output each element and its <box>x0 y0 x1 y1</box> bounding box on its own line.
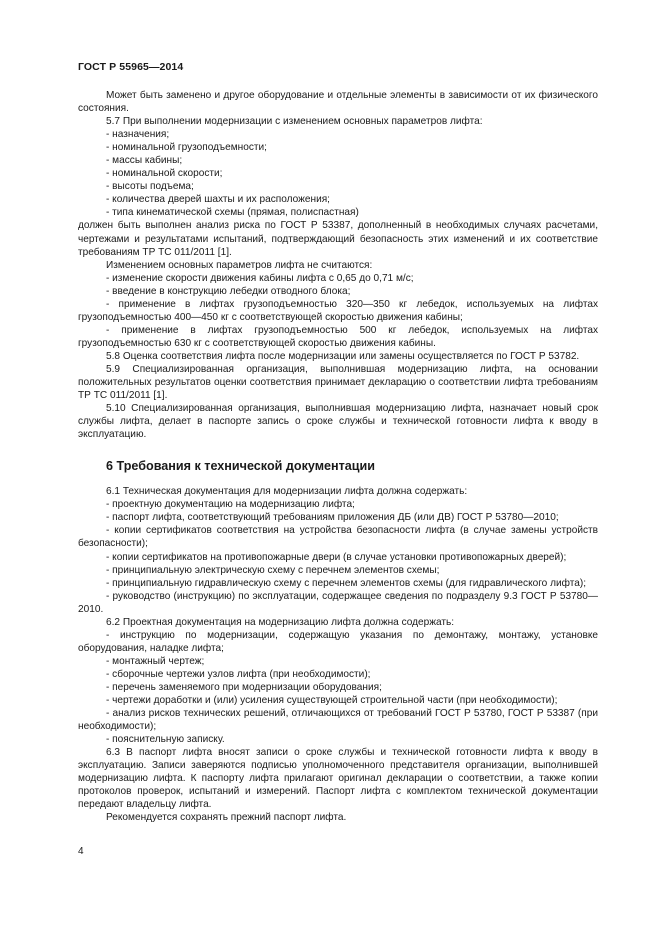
list-item: - применение в лифтах грузоподъемностью 320—350 кг лебедок, используемых на лифтах грузоподъемностью 400—450 кг с соответствующей скоростью движения кабины; <box>78 298 598 323</box>
list-item: - высоты подъема; <box>106 181 194 193</box>
clause-6-1: 6.1 Техническая документация для модернизации лифта должна содержать: <box>106 486 468 498</box>
list-item: - принципиальную гидравлическую схему с перечнем элементов схемы (для гидравлического лифта); <box>106 577 587 589</box>
clause-6-3: 6.3 В паспорт лифта вносят записи о сроке службы и технической готовности лифта к вводу в эксплуатацию. Записи заверяются подписью уполномоченного представителя организации, выполнившей модернизацию лифта. К паспорту лифта прилагают оригинал декларации о соответствии, а также копии протоколов проверок, испытаний и измерений. Паспорт лифта с комплектом технической документации передают владельцу лифта. <box>78 747 598 811</box>
list-item: - изменение скорости движения кабины лифта с 0,65 до 0,71 м/с; <box>106 272 414 284</box>
clause-6-2: 6.2 Проектная документация на модернизацию лифта должна содержать: <box>106 616 455 628</box>
list-item: - типа кинематической схемы (прямая, полиспастная) <box>106 207 359 219</box>
clause-5-8: 5.8 Оценка соответствия лифта после модернизации или замены осуществляется по ГОСТ Р 53782. <box>106 350 580 362</box>
list-item: - номинальной скорости; <box>106 168 223 180</box>
list-item: - монтажный чертеж; <box>106 655 205 667</box>
list-item: - сборочные чертежи узлов лифта (при необходимости); <box>106 668 371 680</box>
document-header-code: ГОСТ Р 55965—2014 <box>78 61 184 73</box>
clause-5-7: 5.7 При выполнении модернизации с изменением основных параметров лифта: <box>106 116 483 128</box>
list-item: - инструкцию по модернизации, содержащую указания по демонтажу, монтажу, установке оборудования, наладке лифта; <box>78 629 598 654</box>
list-item: - проектную документацию на модернизацию лифта; <box>106 499 355 511</box>
list-item: - назначения; <box>106 129 170 141</box>
clause-5-10: 5.10 Специализированная организация, выполнившая модернизацию лифта, назначает новый срок службы лифта, делает в паспорте запись о сроке службы и технической готовности лифта к вводу в эксплуатацию. <box>78 403 598 441</box>
clause-5-9: 5.9 Специализированная организация, выполнившая модернизацию лифта, на основании положительных результатов оценки соответствия принимает декларацию о соответствии лифта требованиям ТР ТС 011/2011 [1]. <box>78 363 598 402</box>
paragraph-keep-old-passport: Рекомендуется сохранять прежний паспорт лифта. <box>106 812 347 824</box>
section-6-title: 6 Требования к технической документации <box>106 459 376 474</box>
list-item: - номинальной грузоподъемности; <box>106 142 267 154</box>
paragraph-not-considered-changes: Изменением основных параметров лифта не считаются: <box>106 259 373 271</box>
list-item: - принципиальную электрическую схему с перечнем элементов схемы; <box>106 564 440 576</box>
paragraph-equipment-replacement: Может быть заменено и другое оборудование и отдельные элементы в зависимости от их физического состояния. <box>78 90 598 115</box>
paragraph-risk-analysis: должен быть выполнен анализ риска по ГОСТ Р 53387, дополненный в необходимых случаях расчетами, чертежами и результатами испытаний, подтверждающий безопасность этих изменений и их соответствие требованиям ТР ТС 011/2011 [1]. <box>78 220 598 258</box>
list-item: - применение в лифтах грузоподъемностью 500 кг лебедок, используемых на лифтах грузоподъемностью 630 кг с соответствующей скоростью движения кабины. <box>78 324 598 349</box>
list-item: - копии сертификатов на противопожарные двери (в случае установки противопожарных дверей); <box>106 551 567 563</box>
page-number: 4 <box>78 846 84 857</box>
list-item: - паспорт лифта, соответствующий требованиям приложения ДБ (или ДВ) ГОСТ Р 53780—2010; <box>106 512 559 524</box>
list-item: - копии сертификатов соответствия на устройства безопасности лифта (в случае замены устройств безопасности); <box>78 525 598 550</box>
list-item: - перечень заменяемого при модернизации оборудования; <box>106 681 382 693</box>
list-item: - пояснительную записку. <box>106 734 225 746</box>
list-item: - введение в конструкцию лебедки отводного блока; <box>106 285 351 297</box>
list-item: - чертежи доработки и (или) усиления существующей строительной части (при необходимости); <box>106 695 558 707</box>
list-item: - количества дверей шахты и их расположения; <box>106 194 330 206</box>
list-item: - руководство (инструкцию) по эксплуатации, содержащее сведения по подразделу 9.3 ГОСТ Р 53780—2010. <box>78 590 598 615</box>
document-body <box>78 89 598 824</box>
list-item: - массы кабины; <box>106 155 183 167</box>
list-item: - анализ рисков технических решений, отличающихся от требований ГОСТ Р 53780, ГОСТ Р 53387 (при необходимости); <box>78 708 598 733</box>
